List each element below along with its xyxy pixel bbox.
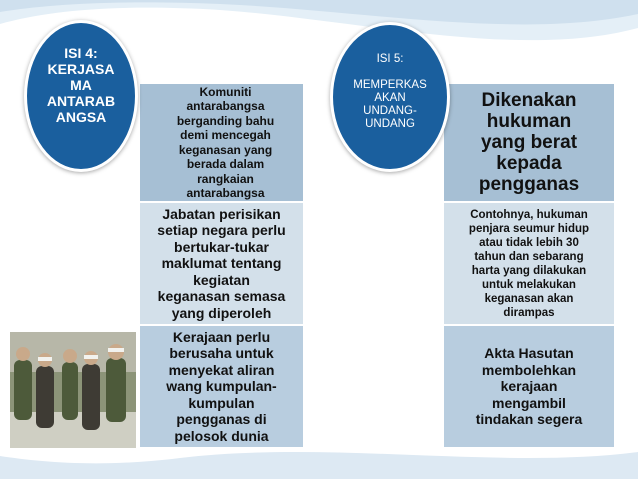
isi4-box-2-text: Jabatan perisikan setiap negara perlu bertukar-tukar maklumat tentang kegiatan keganasan semasa yang diperoleh (157, 205, 286, 321)
isi5-circle-label: ISI 5: MEMPERKAS AKAN UNDANG- UNDANG (353, 53, 427, 130)
isi5-box-1 (444, 84, 614, 203)
isi5-box-1-text: Dikenakan hukuman yang berat kepada pengganas (478, 90, 580, 195)
isi4-circle (24, 20, 138, 172)
isi5-box-2-text: Contohnya, hukuman penjara seumur hidup atau tidak lebih 30 tahun dan sebarang harta yang dilakukan untuk melakukan keganasan akan dirampas (468, 208, 590, 319)
isi4-box-1 (140, 84, 303, 203)
isi4-box-1-text: Komuniti antarabangsa berganding bahu demi mencegah keganasan yang berada dalam rangkaian antarabangsa (176, 84, 275, 200)
soldiers-photo (10, 332, 136, 448)
isi5-box-2 (444, 203, 614, 326)
isi4-box-3 (140, 326, 303, 449)
isi5-circle (330, 22, 450, 172)
isi5-box-3-text: Akta Hasutan membolehkan kerajaan mengambil tindakan segera (475, 345, 583, 428)
isi4-circle-label: ISI 4: KERJASA MA ANTARAB ANGSA (46, 45, 116, 125)
isi5-box-3 (444, 326, 614, 449)
isi4-box-3-text: Kerajaan perlu berusaha untuk menyekat aliran wang kumpulan- kumpulan pengganas di pelosok dunia (166, 328, 277, 444)
isi4-box-2 (140, 203, 303, 326)
